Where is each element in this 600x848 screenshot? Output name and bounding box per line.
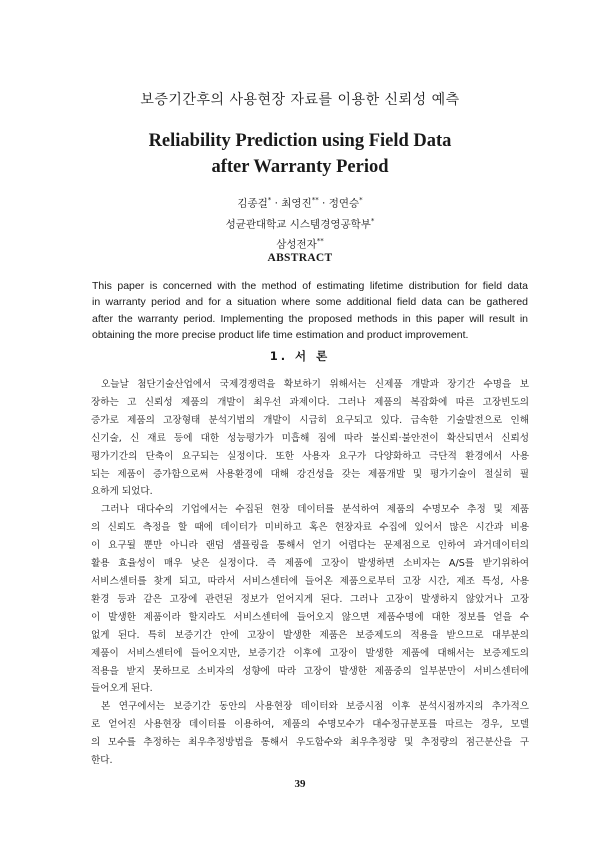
title-english-line-2: after Warranty Period [211, 157, 389, 177]
affiliation-line [0, 213, 600, 234]
abstract-line: obtaining the more precise product life time estimation and product improvement. [92, 329, 469, 342]
abstract-line: after the warranty period. Implementing the proposed methods in this paper will result in [92, 312, 528, 325]
body-line: 제품이 서비스센터에 들어오지만, 보증기간 이후에 고장이 발생한 제품에 대해서는 보증제도의 [91, 647, 529, 659]
author-name: 김종걸 [237, 197, 268, 210]
body-text [91, 376, 529, 770]
body-line: 되는 제품이 증가함으로써 사용환경에 대해 강건성을 갖는 제품개발 및 평가기술이 절실히 필 [91, 468, 529, 480]
body-line: 들어오게 된다. [91, 683, 153, 695]
author-block [0, 192, 600, 254]
body-line: 그러나 대다수의 기업에서는 수집된 현장 데이터를 분석하여 제품의 수명모수 추정 및 제품 [101, 504, 529, 516]
affiliation-mark: ** [311, 196, 319, 204]
body-line: 의 모수를 추정하는 최우추정방법을 통해서 우도함수와 최우추정량 및 추정량의 점근분산을 구 [91, 737, 529, 749]
body-line: 요하게 되었다. [91, 486, 153, 498]
author-name: 최영진 [281, 197, 312, 210]
abstract-heading: ABSTRACT [267, 252, 333, 264]
body-line: 신기술, 신 재료 등에 대한 성능평가가 미흡해 짐에 따라 불신뢰·불안전이 확산되면서 신뢰성 [91, 432, 529, 444]
body-line: 본 연구에서는 보증기간 동안의 사용현장 데이터와 보증시점 이후 분석시점까지의 추가적으 [101, 701, 529, 713]
author-name: 정연승 [328, 197, 360, 210]
affiliation-mark: * [267, 196, 272, 204]
body-line: 오늘날 첨단기술산업에서 국제경쟁력을 확보하기 위해서는 신제품 개발과 장기간 수명을 보 [101, 379, 529, 390]
abstract-line: in warranty period and for a situation where some additional field data can be gathered [92, 296, 528, 309]
affiliation-name: 성균관대학교 시스템경영공학부 [225, 218, 371, 230]
body-line: 로 얻어진 사용현장 데이터를 이용하여, 제품의 수명모수가 대수정규분포를 따르는 경우, 모델 [91, 719, 529, 731]
author-separator: · [271, 197, 282, 210]
affiliation-mark: * [370, 216, 375, 225]
body-line: 활용 효율성이 매우 낮은 실정이다. 즉 제품에 고장이 발생하면 소비자는 A/S를 받기위하여 [91, 558, 529, 570]
paper-title-english [0, 128, 600, 180]
page-number: 39 [294, 778, 306, 790]
body-line: 환경 등과 같은 고장에 관련된 정보가 얻어지게 된다. 그러나 고장이 발생하지 않았거나 고장 [91, 593, 529, 605]
body-line: 이 발생한 제품이라 할지라도 서비스센터에 들어오지 않으면 제품수명에 대한 정보를 얻을 수 [91, 611, 529, 623]
author-list [0, 192, 600, 213]
body-line: 없게 된다. 특히 보증기간 안에 고장이 발생한 제품은 보증제도의 적용을 받으므로 대부분의 [91, 629, 529, 641]
abstract-line: This paper is concerned with the method of estimating lifetime distribution for field data [92, 280, 528, 292]
body-line: 이 요구될 뿐만 아니라 랜덤 샘플링을 통해서 얻기 어렵다는 문제점으로 인하여 과거데이터의 [91, 540, 529, 552]
affiliation-line [0, 233, 600, 254]
section-heading: 1. 서 론 [269, 349, 331, 363]
body-line: 장하는 고 신뢰성 제품의 개발이 최우선 과제이다. 그러나 제품의 복잡화에 따른 고장빈도의 [91, 396, 529, 408]
body-line: 서비스센터를 찾게 되고, 따라서 서비스센터에 들어온 제품으로부터 고장 시간, 제조 특성, 사용 [91, 575, 529, 587]
body-line: 의 신뢰도 측정을 할 때에 데이터가 미비하고 혹은 현장자료 수집에 있어서 많은 시간과 비용 [91, 522, 529, 534]
body-line: 한다. [91, 755, 113, 767]
affiliation-name: 삼성전자 [276, 238, 317, 251]
affiliation-mark: ** [316, 237, 324, 245]
paper-title-korean: 보증기간후의 사용현장 자료를 이용한 신뢰성 예측 [140, 92, 460, 108]
abstract-body [92, 278, 528, 344]
body-line: 적용을 받지 못하므로 소비자의 성향에 따라 고장이 발생한 제품중의 일부분만이 서비스센터에 [91, 665, 529, 677]
title-english-line-1: Reliability Prediction using Field Data [148, 131, 452, 151]
author-separator: · [318, 197, 329, 210]
body-line: 증가로 제품의 고장형태 분석기법의 개발이 시급히 요구되고 있다. 급속한 기술발전으로 인해 [91, 414, 529, 426]
body-line: 평가기간의 단축이 요구되는 실정이다. 또한 사용자 요구가 다양화하고 극단적 환경에서 사용 [91, 450, 529, 462]
affiliation-mark: * [359, 196, 363, 204]
